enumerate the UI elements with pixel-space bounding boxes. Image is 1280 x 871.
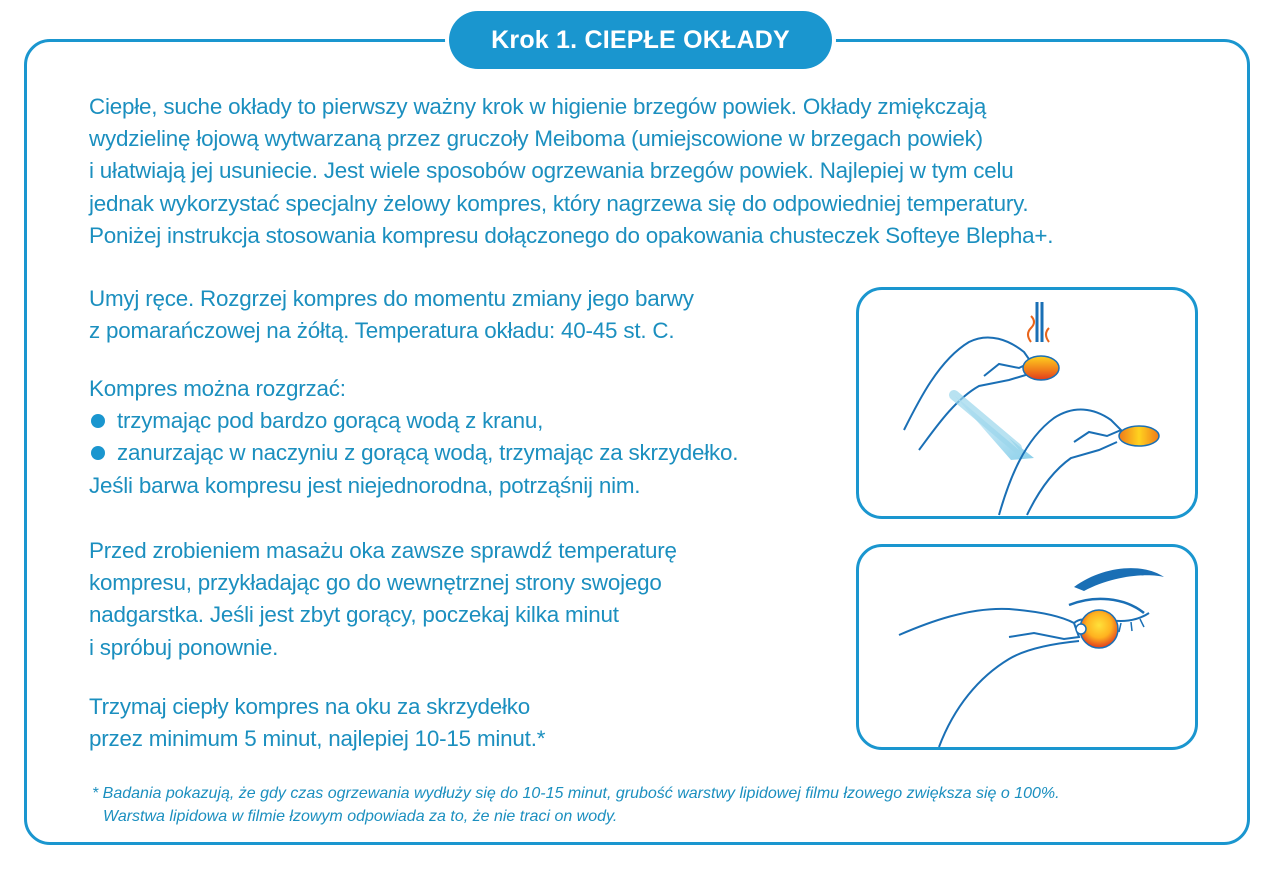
- step-title-badge: [449, 11, 832, 69]
- step-title: Krok 1. CIEPŁE OKŁADY: [491, 25, 790, 54]
- hold-line: przez minimum 5 minut, najlepiej 10-15 minut.*: [89, 726, 546, 752]
- applying-illustration: [856, 544, 1198, 750]
- heating-methods-paragraph: [89, 373, 738, 502]
- intro-line: wydzielinę łojową wytwarzaną przez gruczoły Meiboma (umiejscowione w brzegach powiek): [89, 126, 983, 152]
- temperature-check-paragraph: [89, 535, 677, 664]
- warm-compress-paragraph: [89, 283, 694, 347]
- heating-heading: Kompres można rozgrzać:: [89, 376, 346, 401]
- bullet-dot-icon: [91, 446, 105, 460]
- bullet-text: trzymając pod bardzo gorącą wodą z kranu,: [117, 408, 544, 434]
- hand-applying-compress-to-eye-icon: [859, 547, 1198, 750]
- footnote-line: Warstwa lipidowa w filmie łzowym odpowiada za to, że nie traci on wody.: [103, 808, 618, 825]
- heating-illustration: [856, 287, 1198, 519]
- heating-note: Jeśli barwa kompresu jest niejednorodna, potrząśnij nim.: [89, 472, 641, 498]
- footnote-line: * Badania pokazują, że gdy czas ogrzewania wydłuży się do 10-15 minut, grubość warstwy lipidowej filmu łzowego zwiększa się o 100%.: [92, 785, 1060, 802]
- intro-line: Ciepłe, suche okłady to pierwszy ważny krok w higienie brzegów powiek. Okłady zmiękczają: [89, 94, 987, 119]
- bullet-item: [89, 405, 738, 437]
- hold-line: Trzymaj ciepły kompres na oku za skrzydełko: [89, 694, 531, 719]
- check-line: nadgarstka. Jeśli jest zbyt gorący, poczekaj kilka minut: [89, 602, 619, 628]
- warm-line: Umyj ręce. Rozgrzej kompres do momentu zmiany jego barwy: [89, 286, 694, 311]
- hold-compress-paragraph: [89, 691, 545, 755]
- warm-line: z pomarańczowej na żółtą. Temperatura okładu: 40-45 st. C.: [89, 318, 675, 344]
- bullet-dot-icon: [91, 414, 105, 428]
- check-line: Przed zrobieniem masażu oka zawsze sprawdź temperaturę: [89, 538, 677, 563]
- intro-line: jednak wykorzystać specjalny żelowy kompres, który nagrzewa się do odpowiedniej temperatury.: [89, 190, 1029, 216]
- bullet-item: [89, 437, 738, 469]
- bullet-text: zanurzając w naczyniu z gorącą wodą, trzymając za skrzydełko.: [117, 440, 739, 466]
- intro-line: Poniżej instrukcja stosowania kompresu dołączonego do opakowania chusteczek Softeye Blepha+.: [89, 222, 1054, 248]
- check-line: kompresu, przykładając go do wewnętrznej strony swojego: [89, 570, 662, 596]
- intro-line: i ułatwiają jej usuniecie. Jest wiele sposobów ogrzewania brzegów powiek. Najlepiej w tym celu: [89, 158, 1014, 184]
- footnote: [92, 782, 1232, 828]
- hand-heating-compress-icon: [859, 290, 1198, 519]
- intro-paragraph: [89, 91, 1209, 252]
- check-line: i spróbuj ponownie.: [89, 634, 279, 660]
